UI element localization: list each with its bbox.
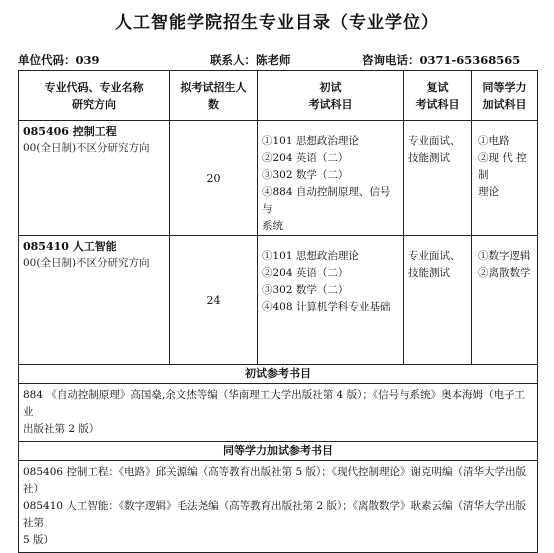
initial-subjects: ①101 思想政治理论 ②204 英语（二） ③302 数学（二） ④884 自动控制原理、信号与 系统 xyxy=(258,121,404,236)
header-equivalent: 同等学力 加试科目 xyxy=(472,71,538,121)
header-row xyxy=(19,71,538,121)
initial-refs-title: 初试参考书目 xyxy=(19,365,538,384)
equivalent-subjects: ①电路 ②现 代 控 制 理论 xyxy=(472,121,538,236)
header-initial-exam: 初试 考试科目 xyxy=(258,71,404,121)
header-retest: 复试 考试科目 xyxy=(404,71,472,121)
retest-subjects: 专业面试、 技能测试 xyxy=(404,236,472,365)
retest-subjects: 专业面试、 技能测试 xyxy=(404,121,472,236)
page-title: 人工智能学院招生专业目录（专业学位） xyxy=(115,13,439,33)
major-cell xyxy=(19,121,170,236)
refs-row xyxy=(19,384,538,442)
table-row xyxy=(19,121,538,236)
equiv-refs-title: 同等学力加试参考书目 xyxy=(19,442,538,461)
section-row xyxy=(19,442,538,461)
research-direction: 00(全日制)不区分研究方向 xyxy=(23,142,150,154)
contact-person: 联系人：陈老师 xyxy=(210,53,291,67)
major-code-name: 085406 控制工程 xyxy=(23,125,117,138)
header-major: 专业代码、专业名称 研究方向 xyxy=(19,71,170,121)
unit-code: 单位代码：039 xyxy=(18,53,100,67)
research-direction: 00(全日制)不区分研究方向 xyxy=(23,257,150,269)
header-quota: 拟考试招生人 数 xyxy=(170,71,258,121)
admissions-table xyxy=(18,70,538,553)
quota-value: 24 xyxy=(170,236,258,365)
table-row xyxy=(19,236,538,365)
initial-refs: 884 《自动控制原理》高国燊,余文烋等编（华南理工大学出版社第 4 版）；《信号与系统》奥本海姆（电子工业 出版社第 2 版） xyxy=(19,384,538,442)
equiv-refs: 085406 控制工程：《电路》邱关源编（高等教育出版社第 5 版）；《现代控制理论》谢克明编（清华大学出版社） 085410 人工智能：《数字逻辑》毛法尧编（高等教育出版社第 2 版）；《离散数学》耿素云编（清华大学出版社第 5 版） xyxy=(19,461,538,553)
section-row xyxy=(19,365,538,384)
initial-subjects: ①101 思想政治理论 ②204 英语（二） ③302 数学（二） ④408 计算机学科专业基础 xyxy=(258,236,404,365)
equivalent-subjects: ①数字逻辑 ②离散数学 xyxy=(472,236,538,365)
contact-phone: 咨询电话：0371-65368565 xyxy=(362,53,521,67)
major-code-name: 085410 人工智能 xyxy=(23,240,117,253)
refs-row xyxy=(19,461,538,553)
quota-value: 20 xyxy=(170,121,258,236)
major-cell xyxy=(19,236,170,365)
